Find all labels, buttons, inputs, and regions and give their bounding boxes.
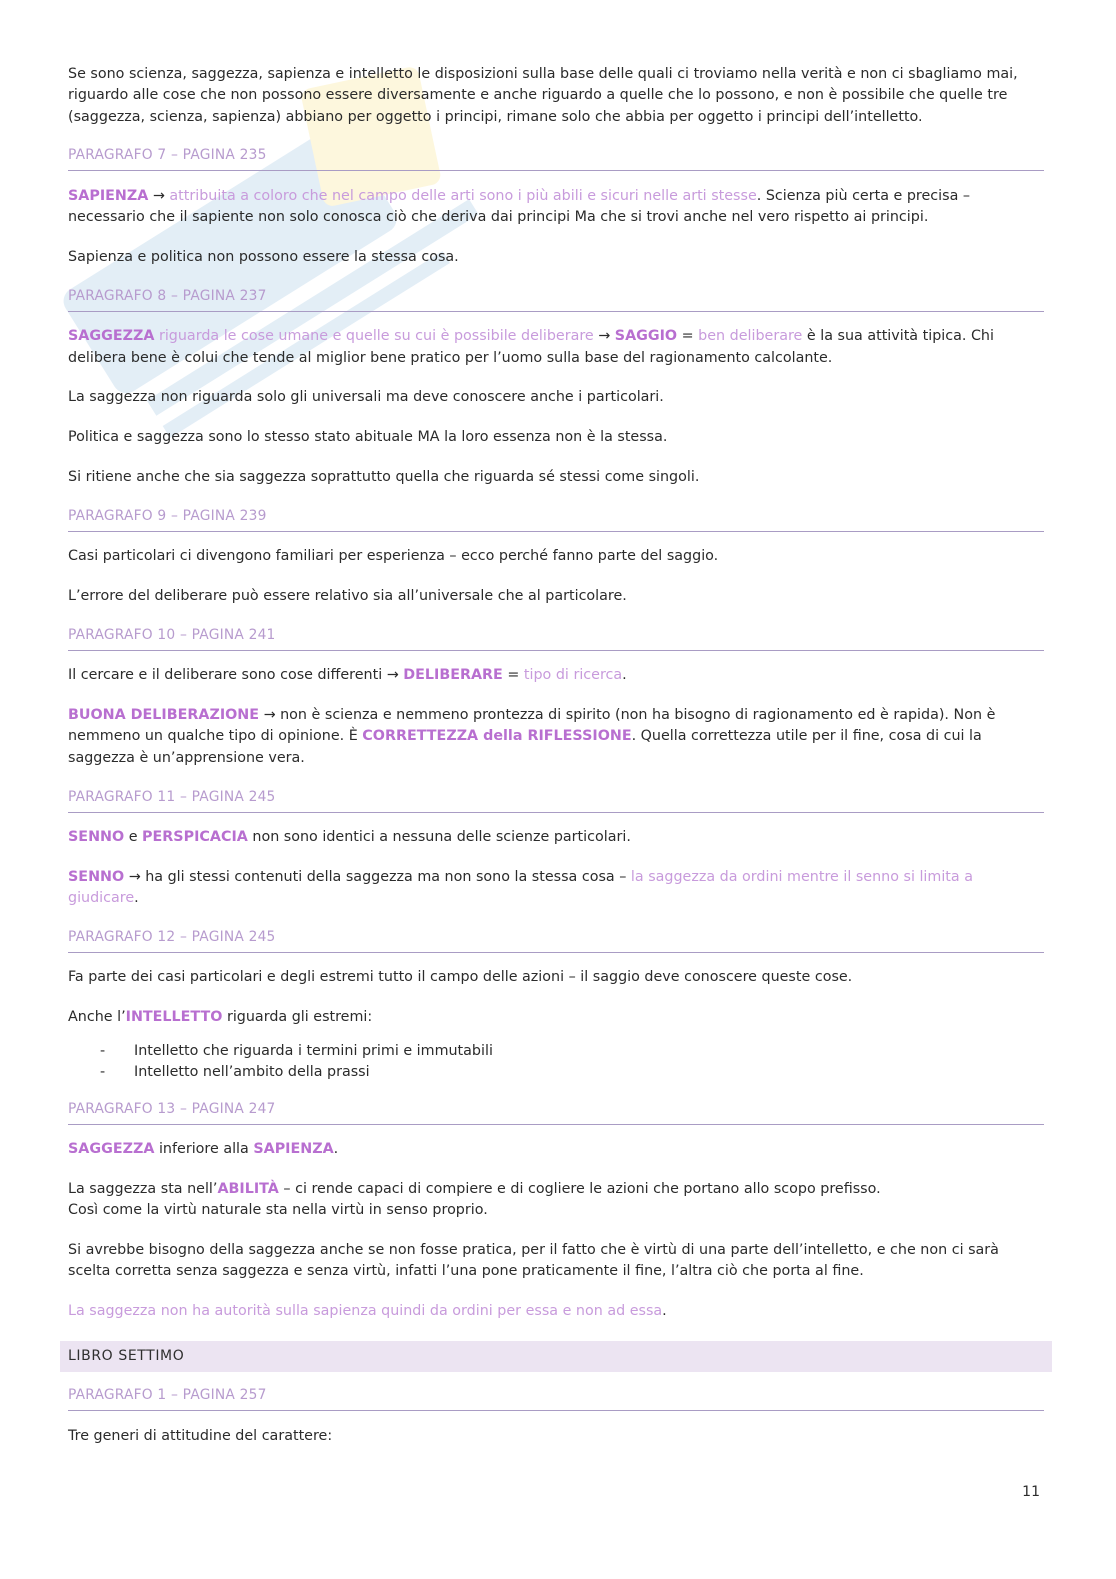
text: =: [502, 667, 524, 684]
text: . Quella correttezza utile per il fine, cosa di cui la saggezza è un’apprensione vera.: [68, 728, 982, 766]
text: Il cercare e il deliberare sono cose differenti →: [68, 667, 404, 684]
list-item: - Intelletto nell’ambito della prassi: [68, 1062, 1044, 1083]
highlight-text: la saggezza da ordini mentre il senno si limita a giudicare: [68, 868, 973, 907]
text: è la sua attività tipica. Chi delibera bene è colui che tende al miglior bene pratico per l’uomo sulla base del ragionamento calcolante.: [68, 328, 994, 366]
text: =: [677, 328, 699, 345]
keyword: BUONA DELIBERAZIONE: [68, 707, 260, 724]
section-heading: PARAGRAFO 9 – PAGINA 239: [68, 507, 1044, 532]
paragraph: Si avrebbe bisogno della saggezza anche se non fosse pratica, per il fatto che è virtù di una parte dell’intelletto, e che non ci sarà scelta corretta senza saggezza e senza virtù, infatti l’una pone praticamente il fine, l’altra ciò che porta al fine.: [68, 1242, 999, 1280]
paragraph: Si ritiene anche che sia saggezza soprattutto quella che riguarda sé stessi come singoli.: [68, 468, 700, 485]
book-heading: LIBRO SETTIMO: [60, 1341, 1052, 1372]
text: Anche l’: [68, 1009, 126, 1026]
text: .: [333, 1141, 339, 1158]
keyword: SENNO: [68, 829, 125, 846]
text: .: [622, 667, 627, 684]
highlight-text: ben deliberare: [698, 328, 803, 345]
paragraph: [68, 665, 1044, 686]
paragraph: [68, 1139, 1044, 1160]
text: inferiore alla: [154, 1141, 254, 1158]
paragraph: [68, 1179, 1044, 1222]
section-heading: PARAGRAFO 1 – PAGINA 257: [68, 1386, 1044, 1411]
paragraph: Fa parte dei casi particolari e degli estremi tutto il campo delle azioni – il saggio deve conoscere queste cose.: [68, 969, 853, 986]
paragraph: Se sono scienza, saggezza, sapienza e intelletto le disposizioni sulla base delle quali ci troviamo nella verità e non ci sbagliamo mai, riguardo alle cose che non possono essere diversamente e anche riguardo a quelle che lo possono, e non è possibile che quelle tre (saggezza, scienza, sapienza) abbiano per oggetto i principi, rimane solo che abbia per oggetto i principi dell’intelletto.: [68, 66, 1018, 125]
keyword: ABILITÀ: [217, 1180, 279, 1197]
section-heading: PARAGRAFO 11 – PAGINA 245: [68, 788, 1044, 813]
text: . Scienza più certa e precisa – necessario che il sapiente non solo conosca ciò che deriva dai principi Ma che si trovi anche nel vero rispetto ai principi.: [68, 187, 971, 226]
section-heading: PARAGRAFO 12 – PAGINA 245: [68, 928, 1044, 953]
keyword: PERSPICACIA: [142, 829, 248, 846]
keyword: SAGGEZZA: [68, 328, 155, 345]
text: – ci rende capaci di compiere e di cogliere le azioni che portano allo scopo prefisso.: [278, 1180, 881, 1197]
bullet-list: [68, 1041, 1044, 1084]
keyword: SAPIENZA: [68, 187, 149, 204]
text: e: [124, 829, 143, 846]
page-number: 11: [1022, 1484, 1040, 1500]
text: La saggezza sta nell’: [68, 1180, 218, 1197]
document-body: [68, 64, 1044, 1466]
paragraph: [68, 705, 1044, 769]
paragraph: Tre generi di attitudine del carattere:: [68, 1427, 333, 1444]
text: non sono identici a nessuna delle scienze particolari.: [247, 829, 631, 846]
section-heading: PARAGRAFO 8 – PAGINA 237: [68, 287, 1044, 312]
text: Così come la virtù naturale sta nella virtù in senso proprio.: [68, 1202, 488, 1219]
arrow: →: [148, 187, 170, 204]
paragraph: [68, 1301, 1044, 1322]
highlight-text: tipo di ricerca: [523, 667, 623, 684]
highlight-text: riguarda le cose umane e quelle su cui è possibile deliberare: [154, 328, 594, 345]
keyword: SAGGEZZA: [68, 1141, 155, 1158]
text: .: [134, 890, 139, 907]
text: → ha gli stessi contenuti della saggezza ma non sono la stessa cosa –: [124, 868, 631, 885]
list-item: - Intelletto che riguarda i termini primi e immutabili: [68, 1041, 1044, 1062]
highlight-text: La saggezza non ha autorità sulla sapienza quindi da ordini per essa e non ad essa: [68, 1303, 663, 1320]
paragraph: Sapienza e politica non possono essere la stessa cosa.: [68, 248, 459, 265]
highlight-text: attribuita a coloro che nel campo delle arti sono i più abili e sicuri nelle arti stesse: [169, 187, 757, 204]
section-heading: PARAGRAFO 13 – PAGINA 247: [68, 1100, 1044, 1125]
paragraph: [68, 1007, 1044, 1028]
paragraph: [68, 186, 1044, 229]
text: riguarda gli estremi:: [222, 1009, 373, 1026]
section-heading: PARAGRAFO 7 – PAGINA 235: [68, 146, 1044, 171]
keyword: CORRETTEZZA della RIFLESSIONE: [362, 728, 632, 745]
paragraph: Casi particolari ci divengono familiari per esperienza – ecco perché fanno parte del saggio.: [68, 548, 719, 565]
paragraph: L’errore del deliberare può essere relativo sia all’universale che al particolare.: [68, 588, 627, 605]
keyword: INTELLETTO: [125, 1009, 223, 1026]
keyword: SENNO: [68, 868, 125, 885]
text: → non è scienza e nemmeno prontezza di spirito (non ha bisogno di ragionamento ed è rapida). Non è nemmeno un qualche tipo di opinione. È: [68, 707, 996, 745]
paragraph: [68, 827, 1044, 848]
text: .: [662, 1303, 667, 1320]
keyword: SAGGIO: [614, 328, 678, 345]
paragraph: [68, 867, 1044, 910]
paragraph: [68, 326, 1044, 369]
section-heading: PARAGRAFO 10 – PAGINA 241: [68, 626, 1044, 651]
keyword: DELIBERARE: [403, 667, 503, 684]
paragraph: Politica e saggezza sono lo stesso stato abituale MA la loro essenza non è la stessa.: [68, 429, 668, 446]
paragraph: La saggezza non riguarda solo gli universali ma deve conoscere anche i particolari.: [68, 389, 664, 406]
arrow: →: [593, 328, 615, 345]
keyword: SAPIENZA: [253, 1141, 334, 1158]
